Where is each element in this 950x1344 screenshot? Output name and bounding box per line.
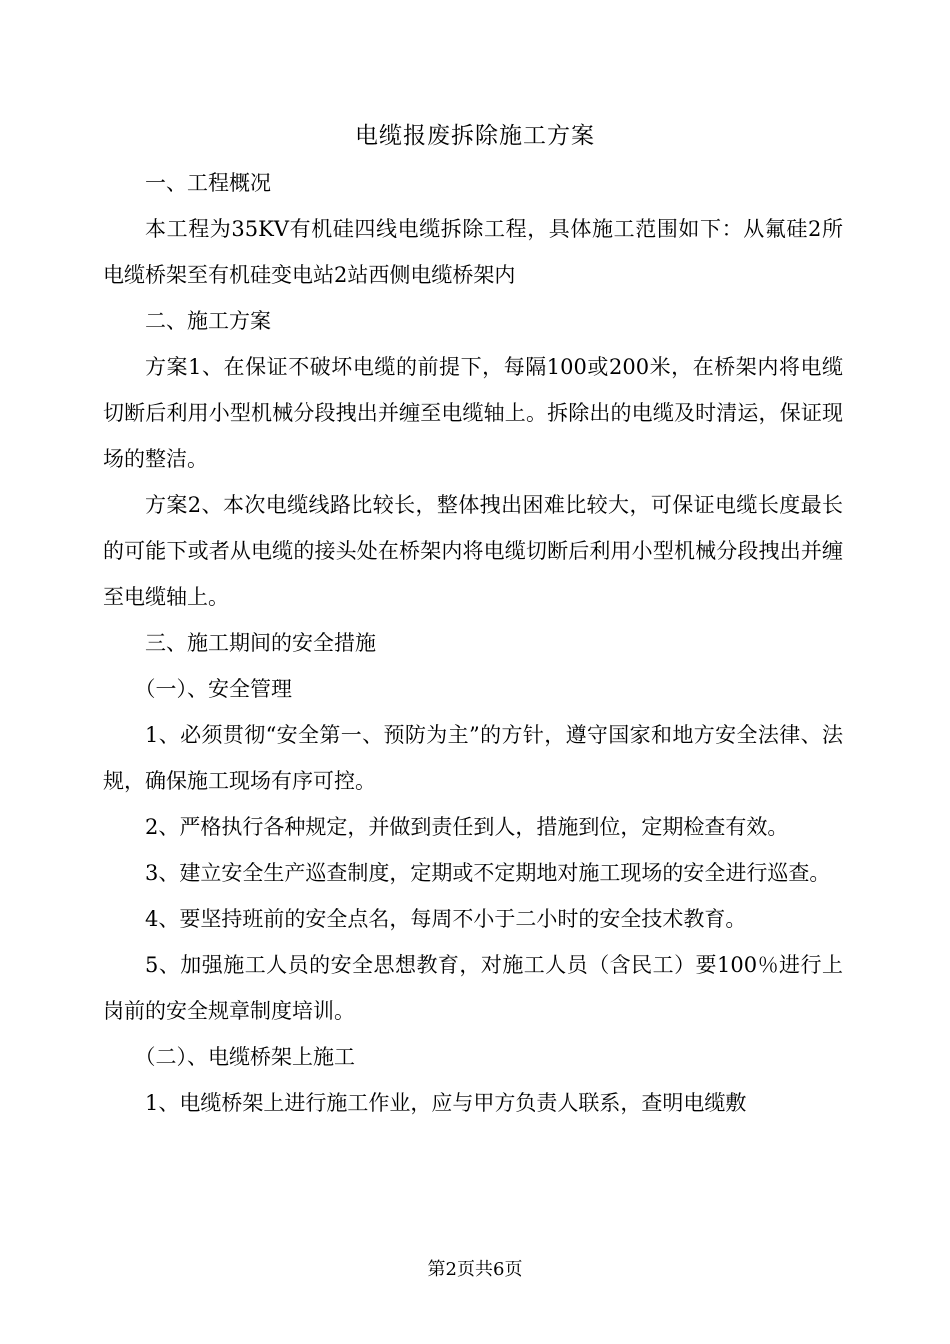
document-title: 电缆报废拆除施工方案 [355,123,595,149]
paragraph-plan-2: 方案2、本次电缆线路比较长，整体拽出困难比较大，可保证电缆长度最长的可能下或者从电缆的接头处在桥架内将电缆切断后利用小型机械分段拽出并缠至电缆轴上。 [103,493,843,609]
subsection-heading-cable-tray: （二）、电缆桥架上施工 [134,1045,355,1069]
paragraph-safety-1: 1、必须贯彻“安全第一、预防为主”的方针，遵守国家和地方安全法律、法规，确保施工现场有序可控。 [103,723,843,793]
paragraph-scope: 本工程为35KV有机硅四线电缆拆除工程，具体施工范围如下：从氟硅2所电缆桥架至有机硅变电站2站西侧电缆桥架内 [103,217,843,287]
paragraph-safety-4: 4、要坚持班前的安全点名，每周不小于二小时的安全技术教育。 [145,907,747,931]
paragraph-safety-5: 5、加强施工人员的安全思想教育，对施工人员（含民工）要100％进行上岗前的安全规章制度培训。 [103,953,843,1023]
paragraph-safety-2: 2、严格执行各种规定，并做到责任到人，措施到位，定期检查有效。 [145,815,789,839]
subsection-heading-safety-management: （一）、安全管理 [134,677,292,701]
paragraph-safety-3: 3、建立安全生产巡查制度，定期或不定期地对施工现场的安全进行巡查。 [145,861,831,885]
paragraph-plan-1: 方案1、在保证不破坏电缆的前提下，每隔100或200米，在桥架内将电缆切断后利用小型机械分段拽出并缠至电缆轴上。拆除出的电缆及时清运，保证现场的整洁。 [103,355,843,471]
paragraph-cable-tray-1: 1、电缆桥架上进行施工作业，应与甲方负责人联系，查明电缆敷 [145,1091,747,1115]
document-body [103,160,843,1126]
section-heading-plan: 二、施工方案 [145,309,271,333]
page-footer: 第2页共6页 [427,1259,523,1280]
section-heading-overview: 一、工程概况 [145,171,271,195]
section-heading-safety: 三、施工期间的安全措施 [145,631,376,655]
